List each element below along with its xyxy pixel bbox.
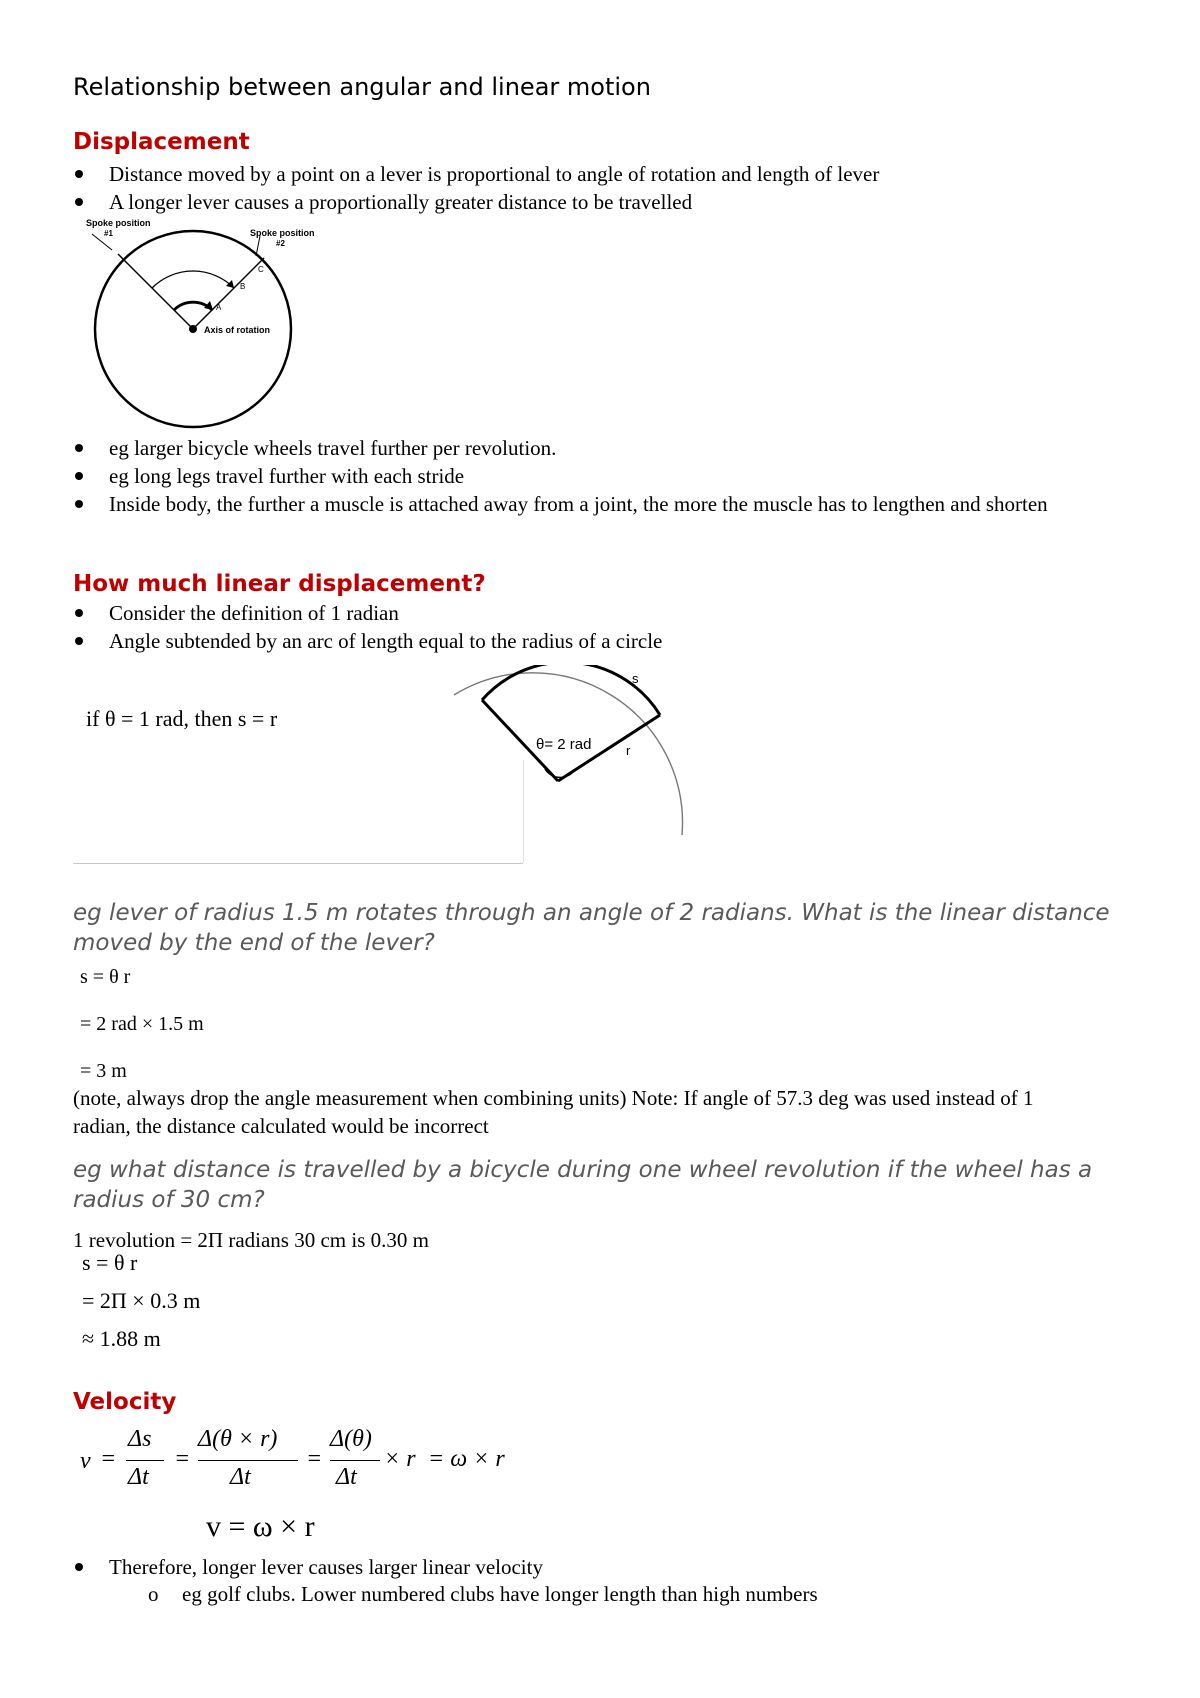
fraction-dt: Δt [230, 1464, 251, 1490]
axis-dot [189, 325, 197, 333]
equals-sign: = [174, 1446, 191, 1472]
fraction-dt: Δt [336, 1464, 357, 1490]
list-item: eg larger bicycle wheels travel further per revolution. [73, 434, 1143, 462]
example1-eq3: = 3 m [80, 1060, 127, 1082]
point-c-label: C [258, 265, 264, 274]
spoke2-number: #2 [276, 239, 285, 248]
sub-bullet: eg golf clubs. Lower numbered clubs have longer length than high numbers [182, 1582, 818, 1606]
linear-bullets [73, 599, 1143, 655]
fraction-bar [126, 1460, 164, 1461]
example1-note: (note, always drop the angle measurement when combining units) Note: If angle of 57.3 deg was used instead of 1 radian, the distance calculated would be incorrect [73, 1086, 1034, 1138]
example2-line1: 1 revolution = 2Π radians 30 cm is 0.30 m [73, 1228, 429, 1252]
spoke-line-2 [193, 258, 264, 329]
fraction-bar [330, 1460, 380, 1461]
equals-sign: = [306, 1446, 323, 1472]
point-a-label: A [216, 303, 222, 312]
displacement-heading: Displacement [73, 129, 250, 155]
spoke-rotation-diagram [80, 216, 320, 432]
fraction-bar [198, 1460, 298, 1461]
example1-eq1: s = θ r [80, 966, 131, 988]
velocity-heading: Velocity [73, 1389, 177, 1415]
velocity-bullets [73, 1553, 1143, 1581]
displacement-bullets-a [73, 160, 1143, 216]
divider [73, 863, 523, 864]
example1-eq2: = 2 rad × 1.5 m [80, 1013, 204, 1035]
example2-eq1: s = θ r [82, 1250, 138, 1275]
sub-bullet-marker: o [148, 1582, 159, 1606]
list-item: Angle subtended by an arc of length equal to the radius of a circle [73, 627, 1143, 655]
example2-eq2: = 2Π × 0.3 m [82, 1288, 201, 1313]
example1-question: eg lever of radius 1.5 m rotates through an angle of 2 radians. What is the linear distance moved by the end of the lever? [73, 900, 1110, 956]
arc-s-label: s [632, 671, 639, 686]
page-title: Relationship between angular and linear motion [73, 73, 651, 101]
list-item: A longer lever causes a proportionally greater distance to be travelled [73, 188, 1143, 216]
list-item: Consider the definition of 1 radian [73, 599, 1143, 627]
displacement-bullets-b [73, 434, 1143, 518]
times-r: × r [384, 1446, 416, 1472]
arc-b-arrow [226, 280, 234, 288]
spoke2-label: Spoke position [250, 228, 315, 238]
fraction-dthetar: Δ(θ × r) [198, 1426, 278, 1452]
velocity-summary: v = ω × r [206, 1510, 315, 1543]
radian-arc-diagram [450, 665, 700, 845]
example2-question: eg what distance is travelled by a bicycle during one wheel revolution if the wheel has a radius of 30 cm? [73, 1157, 1093, 1213]
spoke2-leader [256, 236, 260, 256]
velocity-derivation [80, 1426, 540, 1496]
fraction-dt: Δt [128, 1464, 149, 1490]
arc-r-label: r [626, 743, 631, 758]
fraction-dtheta: Δ(θ) [330, 1426, 372, 1452]
arc-b [152, 271, 234, 288]
divider-vertical [523, 760, 524, 863]
list-item: Distance moved by a point on a lever is proportional to angle of rotation and length of lever [73, 160, 1143, 188]
spoke1-label: Spoke position [86, 218, 151, 228]
point-b-label: B [240, 282, 246, 291]
example2-eq3: ≈ 1.88 m [82, 1326, 161, 1351]
velocity-v: v [80, 1448, 91, 1474]
spoke1-number: #1 [104, 229, 113, 238]
theta-label: θ= 2 rad [536, 736, 592, 753]
list-item: eg long legs travel further with each stride [73, 462, 1143, 490]
fraction-ds: Δs [128, 1426, 152, 1452]
list-item: Therefore, longer lever causes larger linear velocity [73, 1553, 1143, 1581]
omega-r: = ω × r [428, 1446, 505, 1472]
list-item: Inside body, the further a muscle is attached away from a joint, the more the muscle has to lengthen and shorten [73, 490, 1143, 518]
equals-sign: = [100, 1446, 117, 1472]
radian-definition: if θ = 1 rad, then s = r [86, 706, 278, 731]
spoke-line-1 [118, 254, 193, 329]
linear-heading: How much linear displacement? [73, 571, 486, 597]
axis-label: Axis of rotation [204, 325, 271, 335]
